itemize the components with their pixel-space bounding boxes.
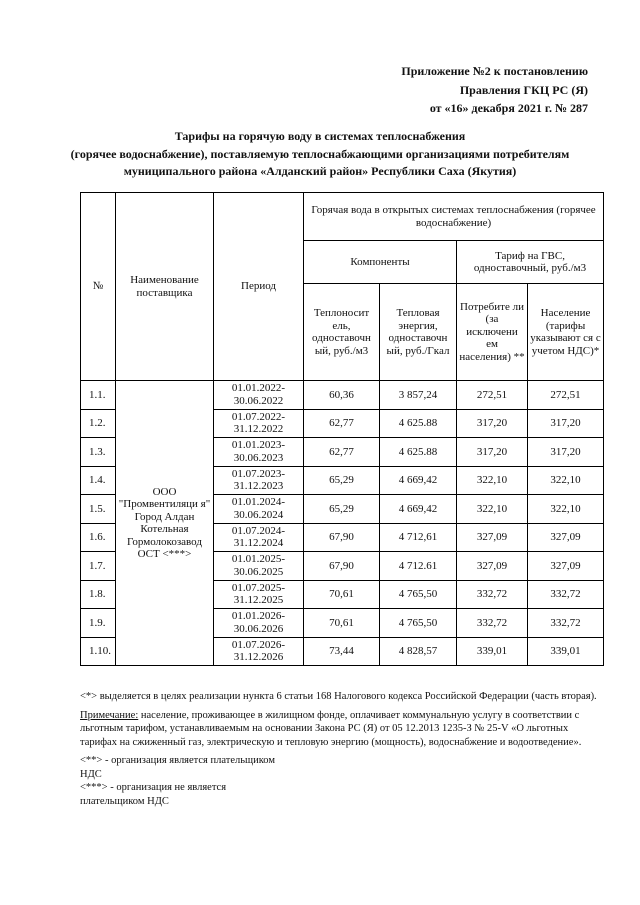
row-number: 1.8. bbox=[81, 580, 116, 609]
table-row bbox=[81, 381, 604, 410]
row-period: 01.01.2026-30.06.2026 bbox=[214, 609, 304, 638]
row-consumers: 332,72 bbox=[457, 580, 528, 609]
note-vat-payer-line-2: НДС bbox=[80, 768, 102, 780]
row-consumers: 322,10 bbox=[457, 495, 528, 524]
row-carrier: 67,90 bbox=[304, 523, 380, 552]
row-number: 1.5. bbox=[81, 495, 116, 524]
row-energy: 4 765,50 bbox=[380, 580, 457, 609]
row-energy: 4 669,42 bbox=[380, 466, 457, 495]
note-vat-payer bbox=[80, 754, 600, 781]
appendix-line-1: Приложение №2 к постановлению bbox=[401, 64, 588, 78]
note-not-vat-payer-line-1: <***> - организация не является bbox=[80, 782, 227, 793]
row-consumers: 339,01 bbox=[457, 637, 528, 666]
row-carrier: 73,44 bbox=[304, 637, 380, 666]
row-period: 01.01.2023-30.06.2023 bbox=[214, 438, 304, 467]
row-energy: 4 712.61 bbox=[380, 552, 457, 581]
row-carrier: 65,29 bbox=[304, 495, 380, 524]
appendix-line-2: Правления ГКЦ РС (Я) bbox=[459, 82, 588, 97]
row-period: 01.01.2022-30.06.2022 bbox=[214, 381, 304, 410]
table-body bbox=[81, 381, 604, 666]
row-number: 1.2. bbox=[81, 409, 116, 438]
row-energy: 4 669,42 bbox=[380, 495, 457, 524]
row-carrier: 62,77 bbox=[304, 438, 380, 467]
row-number: 1.3. bbox=[81, 438, 116, 467]
row-population: 327,09 bbox=[528, 523, 604, 552]
header-row-group bbox=[81, 193, 604, 241]
row-consumers: 332,72 bbox=[457, 609, 528, 638]
header-energy: Тепловая энергия, одноставочн ый, руб./Гкал bbox=[380, 284, 457, 381]
row-energy: 3 857,24 bbox=[380, 381, 457, 410]
supplier-name: ООО "Промвентиляци я" Город Алдан Котельная Гормолокозавод ОСТ <***> bbox=[116, 381, 214, 666]
notes bbox=[80, 690, 600, 808]
row-population: 339,01 bbox=[528, 637, 604, 666]
row-carrier: 62,77 bbox=[304, 409, 380, 438]
row-energy: 4 712,61 bbox=[380, 523, 457, 552]
row-period: 01.01.2024-30.06.2024 bbox=[214, 495, 304, 524]
title-line-2: (горячее водоснабжение), поставляемую теплоснабжающими организациями потребителям bbox=[70, 146, 570, 161]
header-period: Период bbox=[214, 193, 304, 381]
appendix-line-3: от «16» декабря 2021 г. № 287 bbox=[429, 101, 588, 115]
row-population: 317,20 bbox=[528, 438, 604, 467]
row-number: 1.7. bbox=[81, 552, 116, 581]
note-vat: <*> выделяется в целях реализации нункта 6 статьи 168 Налогового кодекса Российской Федерации (часть вторая). bbox=[80, 691, 597, 702]
title-line-1: Тарифы на горячую воду в системах теплоснабжения bbox=[174, 129, 466, 143]
row-energy: 4 828,57 bbox=[380, 637, 457, 666]
row-population: 322,10 bbox=[528, 466, 604, 495]
note-remark-label: Примечание: bbox=[80, 709, 139, 721]
row-energy: 4 625.88 bbox=[380, 438, 457, 467]
row-period: 01.07.2025-31.12.2025 bbox=[214, 580, 304, 609]
header-tariff-gvs: Тариф на ГВС, одноставочный, руб./м3 bbox=[457, 241, 604, 284]
header-supplier: Наименование поставщика bbox=[116, 193, 214, 381]
row-period: 01.07.2022-31.12.2022 bbox=[214, 409, 304, 438]
row-energy: 4 765,50 bbox=[380, 609, 457, 638]
header-number: № bbox=[81, 193, 116, 381]
header-hot-water-group: Горячая вода в открытых системах теплоснабжения (горячее водоснабжение) bbox=[304, 193, 604, 241]
row-carrier: 70,61 bbox=[304, 609, 380, 638]
header-consumers: Потребите ли (за исключени ем населения) ** bbox=[457, 284, 528, 381]
row-population: 332,72 bbox=[528, 580, 604, 609]
note-remark bbox=[80, 709, 600, 750]
row-period: 01.07.2026-31.12.2026 bbox=[214, 637, 304, 666]
row-period: 01.07.2023-31.12.2023 bbox=[214, 466, 304, 495]
note-remark-text: население, проживающее в жилищном фонде, оплачивает коммунальную услугу в соответствии с льготным тарифом, устанавливаемым на основании Закона РС (Я) от 05 12.2013 1235-З № 25-V «О льготных тарифах на сжиженный газ, электрическую и тепловую энергию (мощность), водоснабжение и водоотведение». bbox=[80, 709, 582, 748]
row-carrier: 65,29 bbox=[304, 466, 380, 495]
row-number: 1.10. bbox=[81, 637, 116, 666]
row-consumers: 327,09 bbox=[457, 523, 528, 552]
row-population: 327,09 bbox=[528, 552, 604, 581]
row-consumers: 272,51 bbox=[457, 381, 528, 410]
note-vat-payer-line-1: <**> - организация является плательщиком bbox=[80, 755, 275, 766]
row-population: 317,20 bbox=[528, 409, 604, 438]
row-number: 1.6. bbox=[81, 523, 116, 552]
row-period: 01.01.2025-30.06.2025 bbox=[214, 552, 304, 581]
row-consumers: 317,20 bbox=[457, 409, 528, 438]
header-components: Компоненты bbox=[304, 241, 457, 284]
header-population: Население (тарифы указывают ся с учетом НДС)* bbox=[528, 284, 604, 381]
note-not-vat-payer-line-2: плательщиком НДС bbox=[80, 795, 169, 807]
row-energy: 4 625.88 bbox=[380, 409, 457, 438]
tariff-table bbox=[80, 192, 604, 666]
row-consumers: 317,20 bbox=[457, 438, 528, 467]
row-population: 272,51 bbox=[528, 381, 604, 410]
row-number: 1.1. bbox=[81, 381, 116, 410]
appendix-header bbox=[401, 62, 588, 118]
row-population: 332,72 bbox=[528, 609, 604, 638]
row-carrier: 67,90 bbox=[304, 552, 380, 581]
row-consumers: 327,09 bbox=[457, 552, 528, 581]
row-number: 1.4. bbox=[81, 466, 116, 495]
header-carrier: Теплоносит ель, одноставочн ый, руб./м3 bbox=[304, 284, 380, 381]
row-carrier: 60,36 bbox=[304, 381, 380, 410]
document-title bbox=[40, 128, 600, 181]
row-consumers: 322,10 bbox=[457, 466, 528, 495]
row-population: 322,10 bbox=[528, 495, 604, 524]
row-number: 1.9. bbox=[81, 609, 116, 638]
row-period: 01.07.2024-31.12.2024 bbox=[214, 523, 304, 552]
note-not-vat-payer bbox=[80, 781, 600, 808]
row-carrier: 70,61 bbox=[304, 580, 380, 609]
title-line-3: муниципального района «Алданский район» Республики Саха (Якутия) bbox=[123, 164, 517, 178]
